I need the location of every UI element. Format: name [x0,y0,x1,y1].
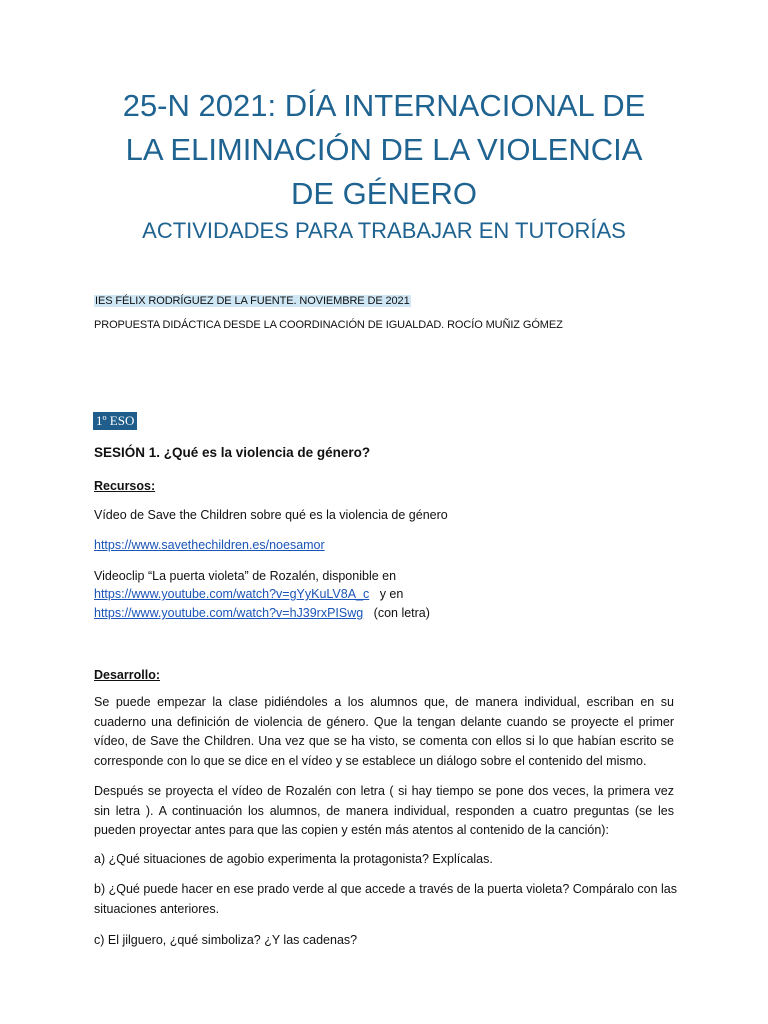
video2-link-b-gap [363,606,373,620]
question-a: a) ¿Qué situaciones de agobio experimenta la protagonista? Explícalas. [94,852,493,866]
video2-link-b[interactable]: https://www.youtube.com/watch?v=hJ39rxPISwg [94,606,364,620]
question-b: b) ¿Qué puede hacer en ese prado verde al que accede a través de la puerta violeta? Compáralo con las situaciones anteriores. [94,882,678,916]
proposal-line: PROPUESTA DIDÁCTICA DESDE LA COORDINACIÓN DE IGUALDAD. ROCÍO MUÑIZ GÓMEZ [94,319,563,331]
document-title-line-3: DE GÉNERO [290,176,478,211]
document-title-line-1: 25-N 2021: DÍA INTERNACIONAL DE [122,88,646,123]
video1-description: Vídeo de Save the Children sobre qué es la violencia de género [94,508,448,522]
development-paragraph-2: Después se proyecta el vídeo de Rozalén con letra ( si hay tiempo se pone dos veces, la primera vez sin letra ). A continuación los alumnos, de manera individual, responden a cuatro preguntas (se les pueden proyectar antes para que las copien y estén más atentos al contenido de la canción): [94,784,674,837]
document-title-line-2: LA ELIMINACIÓN DE LA VIOLENCIA [125,132,643,167]
document-subtitle: ACTIVIDADES PARA TRABAJAR EN TUTORÍAS [142,218,626,243]
school-line [94,293,411,309]
development-label: Desarrollo: [94,668,160,682]
video2-suffix: (con letra) [373,606,430,620]
video1-link[interactable]: https://www.savethechildren.es/noesamor [94,538,325,552]
level-badge: 1º ESO [93,412,137,430]
video1-link-line [94,536,325,554]
development-paragraph-1: Se puede empezar la clase pidiéndoles a los alumnos que, de manera individual, escriban en su cuaderno una definición de violencia de género. Que la tengan delante cuando se proyecte el primer vídeo, de Save the Children. Una vez que se ha visto, se comenta con ellos si lo que habían escrito se corresponde con lo que se dice en el vídeo y se establece un diálogo sobre el contenido del mismo. [94,695,674,768]
video2-link-b-line [94,604,430,622]
video2-description: Videoclip “La puerta violeta” de Rozalén, disponible en [94,569,397,583]
video2-link-a-gap [369,587,379,601]
resources-label: Recursos: [94,479,156,493]
video2-connector: y en [379,587,404,601]
video2-link-a-line [94,585,403,603]
video2-link-a[interactable]: https://www.youtube.com/watch?v=gYyKuLV8A_c [94,587,370,601]
school-line-highlight: IES FÉLIX RODRÍGUEZ DE LA FUENTE. NOVIEMBRE DE 2021 [95,295,410,307]
question-c: c) El jilguero, ¿qué simboliza? ¿Y las cadenas? [94,933,358,947]
session-title: SESIÓN 1. ¿Qué es la violencia de género? [94,445,371,460]
